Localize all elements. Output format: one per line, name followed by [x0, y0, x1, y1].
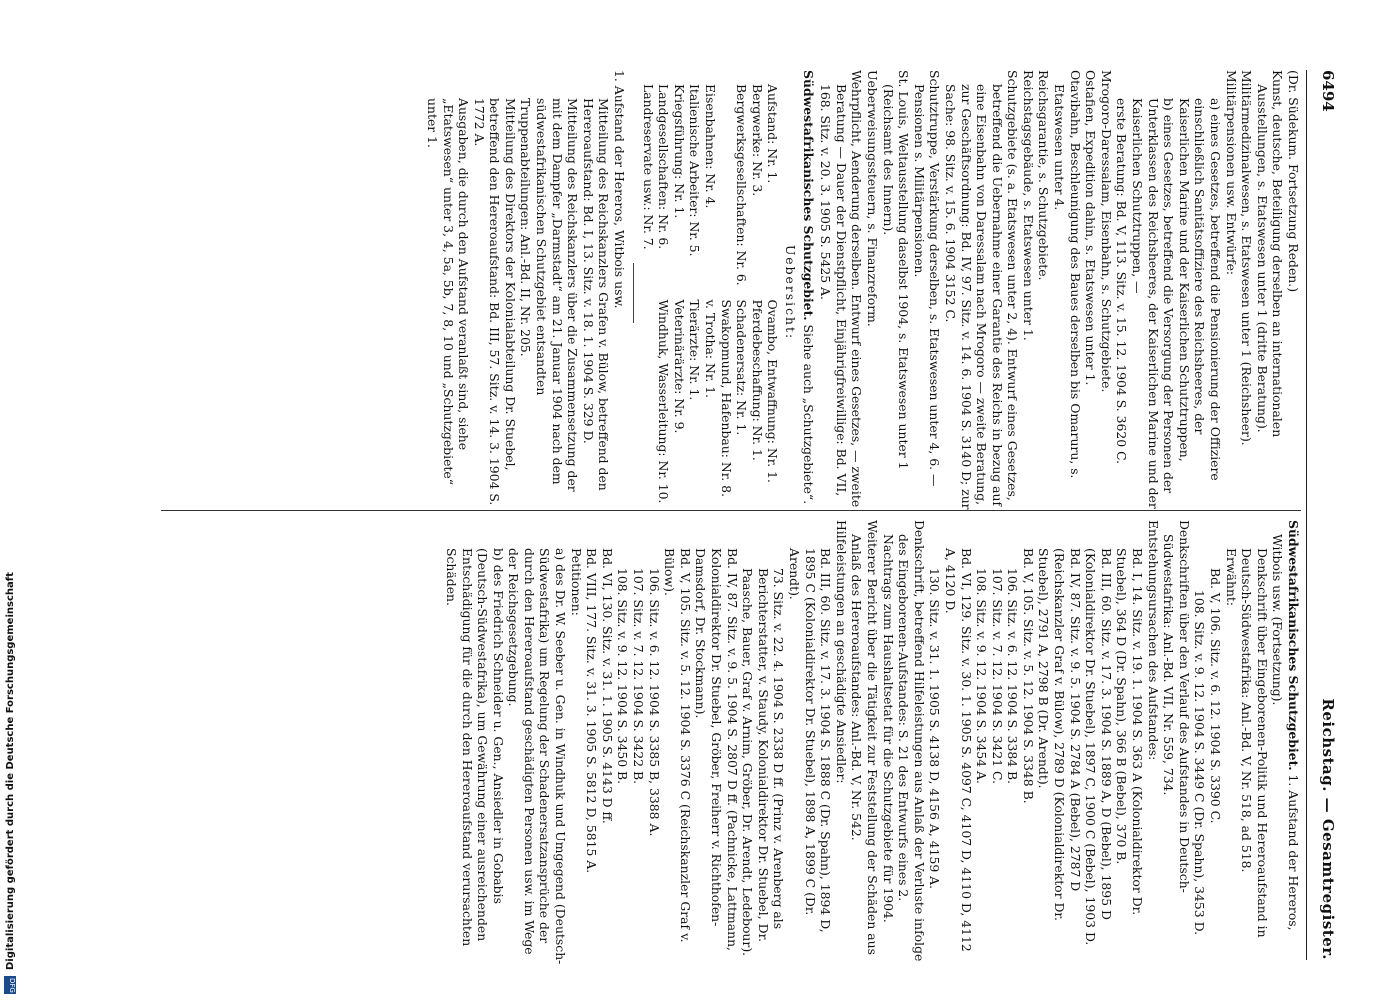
section-heading: Südwestafrikanisches Schutzgebiet. Siehe auch „Schutzgebiete“. — [800, 70, 816, 505]
overview-item: Bergwerke: Nr. 3. — [749, 84, 765, 197]
index-entry: 106. Sitz. v. 6. 12. 1904 S. 3385 B, 3388 A. — [646, 568, 662, 837]
overview-item: Schadenersatz: Nr. 1. — [734, 299, 750, 436]
overview-item — [640, 300, 656, 516]
index-entry: Ostafien, Expedition dahin, s. Etatswesen unter 1. — [1083, 70, 1099, 386]
overview-item: Aufstand: Nr. 1. — [765, 84, 781, 184]
index-entry: Schutzgebiete (s. a. Etatswesen unter 2, 4). Entwurf eines Gesetzes, betreffend die Uebernahme einer Garantie des Reichs in bezug auf eine Eisenbahn von Daressalam nach Mrogoro — zweite Beratung, zur Geschäftsordnung: Bd. IV, 97. Sitz. v. 14. 6. 1904 S. 3140 D; zur Sache: 98. Sitz. v. 15. 6. 1904 3152 C. — [942, 70, 1021, 510]
index-entry: Bd. IV, 87. Sitz. v. 9. 5. 1904 S. 2784 A (Bebel), 2787 D (Reichskanzler Graf v. Bülow), 2789 D (Kolonialdirektor Dr. Stuebel), 2791 A, 2798 B (Dr. Arendt). — [1036, 548, 1083, 921]
index-entry: (Dr. Südekum. Fortsetzung Reden.) — [1286, 70, 1301, 293]
index-entry: Mitteilung des Reichskanzlers über die Zusammensetzung der mit dem Dampfer „Darmstadt“ am 21. Januar 1904 nach dem südwestafrikanischen Schutzgebiet entsandten Truppenabteilungen: Anl.-Bd. II, Nr. 205. — [518, 98, 581, 492]
overview-row — [656, 84, 672, 515]
left-tail-entries — [424, 70, 627, 515]
section-divider — [633, 263, 634, 323]
index-entry: 107. Sitz. v. 7. 12. 1904 S. 3422 B. — [631, 568, 647, 785]
index-entry: erste Beratung: Bd. V, 113. Sitz. v. 15. 12. 1904 S. 3620 C. — [1114, 98, 1130, 465]
overview-item: Windhuk, Wasserleitung: Nr. 10. — [656, 299, 672, 504]
overview-item: Tierärzte: Nr. 1. — [687, 299, 703, 401]
overview-list — [640, 70, 780, 515]
index-entry: 73. Sitz. v. 22. 4. 1904 S. 2338 D ff. (Prinz v. Arenberg als Berichterstatter, v. Staudy, Kolonialdirektor Dr. Stuebel, Dr. Paasche, Bauer, Graf v. Arnim, Gröber, Dr. Arendt, Ledebour). — [740, 568, 787, 957]
continued-heading: Südwestafrikanisches Schutzgebiet. 1. Aufstand der Hereros, Witbois usw. (Fortsetzung). — [1270, 520, 1301, 931]
index-entry: Schutztruppe, Verstärkung derselben, s. Etatswesen unter 4, 6. — Pensionen s. Militärpensionen. — [911, 70, 943, 487]
index-entry: 108. Sitz. v. 9. 12. 1904 S. 3454 A. — [974, 568, 990, 784]
index-entry: Mitteilung des Reichskanzlers Grafen v. Bülow, betreffend den Hereroaufstand: Bd. I, 13. Sitz. v. 18. 1. 1904 S. 329 D. — [580, 98, 612, 491]
index-entry: St. Louis, Weltausstellung daselbst 1904, s. Etatswesen unter 1 (Reichsamt des Innern). — [880, 70, 912, 470]
overview-item: Eisenbahnen: Nr. 4. — [703, 84, 719, 209]
overview-row — [671, 84, 687, 515]
index-entry: Denkschriften über den Verlauf des Aufstandes in Deutsch-Südwestafrika: Anl.-Bd. VII, Nr. 559, 734. — [1161, 520, 1192, 893]
page-number: 6494 — [1319, 70, 1337, 112]
index-entry: Militärpensionen usw. Entwürfe: — [1223, 70, 1239, 276]
index-entry: 108. Sitz. v. 9. 12. 1904 S. 3450 B. — [615, 568, 631, 785]
index-entry: Bd. V, 105. Sitz. v. 5. 12. 1904 S. 3376 C (Reichskanzler Graf v. Bülow). — [662, 548, 693, 943]
index-entry: 106. Sitz. v. 6. 12. 1904 S. 3384 B. — [1005, 568, 1021, 785]
overview-item: Veterinärärzte: Nr. 9. — [671, 299, 687, 434]
index-entry: 130. Sitz. v. 31. 1. 1905 S. 4138 D, 4156 A, 4159 A. — [927, 568, 943, 890]
index-entry: Bd. IV, 87. Sitz. v. 9. 5. 1904 S. 2807 D ff. (Pachnicke, Lattmann, Kolonialdirektor Dr. Stuebel, Gröber, Freiherr v. Richthofen-Damsdorf, Dr. Stockmann). — [693, 548, 740, 951]
index-entry: Petitionen: — [568, 548, 584, 616]
index-entry: Bd. III, 60. Sitz. v. 17. 3. 1904 S. 1888 C (Dr. Spahn), 1894 D, 1895 C (Kolonialdirektor Dr. Stuebel), 1898 A, 1899 C (Dr. Arendt). — [787, 548, 834, 933]
index-entry: Ueberweisungssteuern, s. Finanzreform. — [864, 70, 880, 327]
overview-item: Bergwerksgesellschaften: Nr. 6. — [734, 84, 750, 286]
index-entry: Ausgaben, die durch den Aufstand veranlaßt sind, siehe „Etatswesen“ unter 3, 4, 5a, 5b, 7, 8, 10 und „Schutzgebiete“ unter 1. — [424, 98, 472, 486]
overview-row — [687, 84, 703, 515]
overview-row — [718, 84, 734, 515]
index-entry: Denkschrift, betreffend Hilfeleistungen aus Anlaß der Verluste infolge des Eingeborenen-Aufstandes: S. 21 des Entwurfs eines 2. Nachtrags zum Haushaltsetat für die Schutzgebiete für 1904. — [880, 520, 927, 962]
index-entry: Denkschrift über Eingeborenen-Politik und Hereroaufstand in Deutsch-Südwestafrika: Anl.-Bd. V, Nr. 518, ad 518. — [1239, 548, 1270, 938]
index-entry: Erwähnt: — [1223, 548, 1239, 607]
index-entry: Mrogoro-Daressalam, Eisenbahn, s. Schutzgebiete. — [1098, 70, 1114, 393]
overview-item: Kriegsführung: Nr. 1. — [671, 84, 687, 219]
index-entry: Bd. VI, 129. Sitz. v. 30. 1. 1905 S. 4097 C, 4107 D, 4110 D, 4112 A, 4120 D. — [942, 548, 974, 952]
column-rule — [161, 510, 1301, 511]
index-entry: Otavibahn, Beschleunigung des Baues derselben bis Omaruru, s. Etatswesen unter 4. — [1052, 70, 1083, 479]
index-entry: Mitteilung des Direktors der Kolonialabteilung Dr. Stuebel, betreffend den Hereroaufstand: Bd. III, 57. Sitz. v. 14. 3. 1904 S. 1772 A. — [471, 98, 518, 506]
overview-item — [718, 84, 734, 300]
index-entry: Bd. I, 14. Sitz. v. 19. 1. 1904 S. 363 A (Kolonialdirektor Dr. Stuebel), 364 D (Dr. Spahn), 366 B (Bebel), 370 B. — [1114, 548, 1146, 916]
index-entry: Bd. VI, 130. Sitz. v. 31. 1. 1905 S. 4143 D ff. — [599, 548, 615, 824]
overview-row — [749, 84, 765, 515]
index-entry: Bd. V, 106. Sitz. v. 6. 12. 1904 S. 3390 C. — [1208, 568, 1224, 824]
index-entry: 1. Aufstand der Hereros, Witbois usw. — [612, 70, 628, 309]
running-header — [1313, 70, 1337, 960]
overview-item: Italienische Arbeiter: Nr. 5. — [687, 84, 703, 257]
index-entry: Bd. III, 60. Sitz. v. 17. 3. 1904 S. 1889 A, D (Bebel), 1895 D (Kolonialdirektor Dr. Stuebel), 1897 C, 1900 C (Bebel), 1903 D. — [1083, 548, 1114, 946]
credit-text: Digitalisierung gefördert durch die Deutsche Forschungsgemeinschaft — [5, 572, 16, 970]
overview-item: Swakopmund, Hafenbau: Nr. 8. — [718, 299, 734, 498]
overview-row — [765, 84, 781, 515]
left-entries — [818, 70, 1301, 515]
index-entry: Militärmedizinalwesen, s. Etatswesen unter 1 (Reichsheer). — [1239, 70, 1255, 446]
overview-item: Pferdebeschaffung: Nr. 1. — [749, 299, 765, 461]
right-column — [71, 520, 1301, 965]
digitization-credit — [0, 0, 20, 1000]
index-entry: Reichsgarantie, s. Schutzgebiete. — [1036, 70, 1052, 281]
index-entry: Reichstagsgebäude, s. Etatswesen unter 1. — [1020, 70, 1036, 341]
index-entry: Entstehungsursachen des Aufstandes: — [1145, 520, 1161, 761]
index-entry: b) des Friedrich Schneider u. Gen., Ansiedler in Gobabis (Deutsch-Südwestafrika), um Gewährung einer ausreichenden Entschädigung für die durch den Hereroaufstand verursachten Schäden. — [443, 548, 506, 947]
overview-item: Landreservate usw.: Nr. 7. — [640, 84, 656, 250]
index-entry: a) des Dr. W. Seeber u. Gen. in Windhuk und Umgegend (Deutsch-Südwestafrika) um Regelung der Schadenersatzansprüche der durch den Hereroaufstand geschädigten Personen usw. im Wege der Reichsgesetzgebung. — [506, 548, 569, 965]
index-entry: a) eines Gesetzes, betreffend die Pensionierung der Offiziere einschließlich Sanitätsoffiziere des Reichsheeres, der Kaiserlichen Marine und der Kaiserlichen Schutztruppen, — [1176, 98, 1224, 481]
index-entry: Weiterer Bericht über die Tätigkeit zur Feststellung der Schäden aus Anlaß des Hereroaufstandes: Anl.-Bd. V, Nr. 542. — [849, 520, 880, 955]
overview-title: Uebersicht: — [783, 244, 798, 341]
dfg-logo: DFG — [4, 976, 16, 994]
overview-item: Landgesellschaften: Nr. 6. — [656, 84, 672, 250]
index-entry: 107. Sitz. v. 7. 12. 1904 S. 3421 C. — [989, 568, 1005, 785]
overview-row — [640, 84, 656, 515]
overview-item: Ovambo, Entwaffnung: Nr. 1. — [765, 299, 781, 483]
index-entry: b) eines Gesetzes, betreffend die Versorgung der Personen der Unterklassen des Reichsheeres, der Kaiserlichen Marine und der Kaiserlichen Schutztruppen, — — [1130, 98, 1177, 509]
overview-row — [702, 84, 718, 515]
index-entry: 108. Sitz. v. 9. 12. 1904 S. 3449 C (Dr. Spahn), 3453 D. — [1192, 590, 1208, 936]
right-entries — [443, 520, 1269, 965]
index-entry: Bd. V, 105. Sitz. v. 5. 12. 1904 S. 3348 B. — [1020, 548, 1036, 804]
overview-item: v. Trotha: Nr. 1. — [703, 299, 719, 399]
index-entry: Hilfeleistungen an geschädigte Ansiedler: — [833, 520, 849, 784]
index-entry: Kunst, deutsche, Beteiligung derselben an internationalen Ausstellungen, s. Etatswesen unter 1 (dritte Beratung). — [1254, 70, 1286, 438]
index-entry: Bd. VIII, 177. Sitz. v. 31. 3. 1905 S. 5812 D, 5815 A. — [584, 548, 600, 874]
index-entry: Wehrpflicht, Aenderung derselben. Entwurf eines Gesetzes, — zweite Beratung — Dauer der Dienstpflicht, Einjährigfreiwillige: Bd. VII, 168. Sitz. v. 20. 3. 1905 S. 5425 A. — [818, 70, 865, 508]
header-rule — [1306, 70, 1307, 960]
running-head-title: Reichstag. — Gesamtregister. — [1319, 698, 1337, 960]
overview-row — [734, 84, 750, 515]
left-column — [181, 70, 1301, 515]
